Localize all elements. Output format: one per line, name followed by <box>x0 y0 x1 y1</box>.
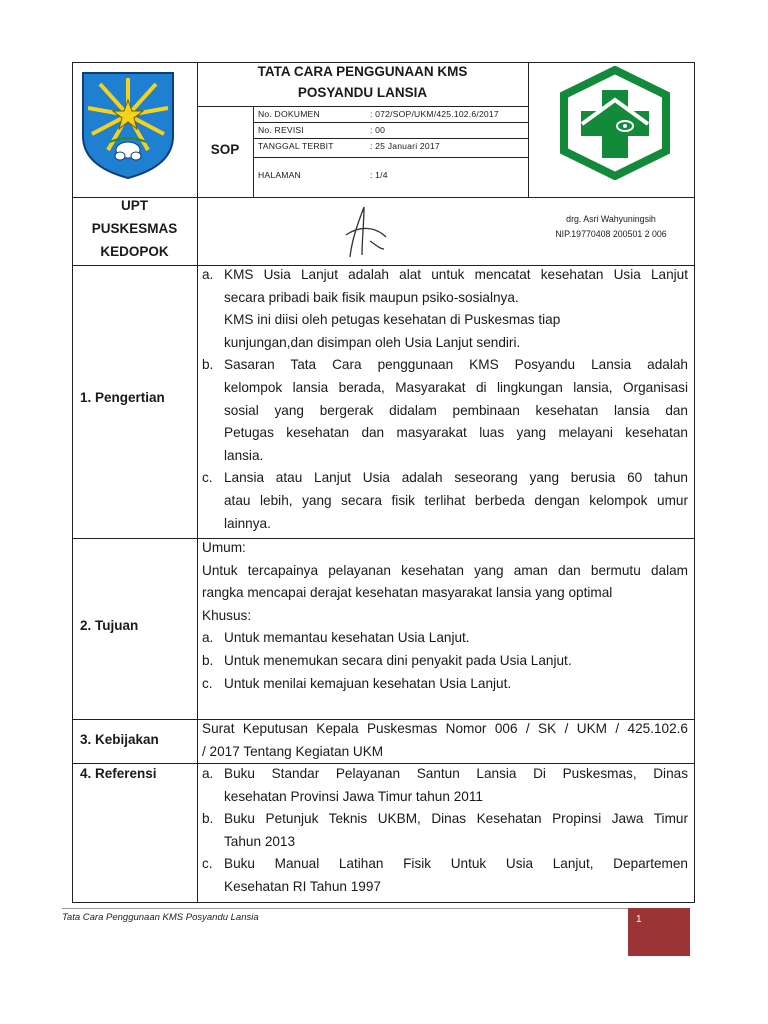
revision-label: No. REVISI <box>258 125 304 135</box>
footer-title: Tata Cara Penggunaan KMS Posyandu Lansia <box>62 912 259 923</box>
list-item: b. Untuk menemukan secara dini penyakit pada Usia Lanjut. <box>202 652 572 668</box>
revision-value: : 00 <box>370 125 386 135</box>
page-label: HALAMAN <box>258 170 301 180</box>
referensi-content <box>202 763 688 899</box>
unit-name-line2: PUSKESMAS <box>91 221 178 236</box>
khusus-label: Khusus: <box>202 607 252 623</box>
pengertian-content <box>202 264 688 535</box>
regency-emblem-logo <box>80 70 176 180</box>
issue-date-label: TANGGAL TERBIT <box>258 141 334 151</box>
unit-name-line1: UPT <box>121 198 148 213</box>
list-item: a. KMS Usia Lanjut adalah alat untuk mencatat kesehatan Usia Lanjut secara pribadi baik fisik maupun psiko-sosialnya. KMS ini diisi oleh petugas kesehatan di Puskesmas tiap kunjungan,dan disimpan oleh Usia Lanjut sendiri. <box>202 267 688 350</box>
puskesmas-logo <box>556 66 674 180</box>
list-item: c. Buku Manual Latihan Fisik Untuk Usia Lanjut, Departemen Kesehatan RI Tahun 1997 <box>202 856 688 894</box>
list-item: c. Untuk menilai kemajuan kesehatan Usia Lanjut. <box>202 675 512 691</box>
page-number: 1 <box>636 914 642 925</box>
tujuan-content: Umum: Untuk tercapainya pelayanan kesehatan yang aman dan bermutu dalam rangka mencapai derajat kesehatan masyarakat lansia yang optimal Khusus: a. Untuk memantau kesehatan Usia Lanjut. b. Untuk menemukan secara dini penyakit pada Usia Lanjut. c. Untuk menilai kemajuan kesehatan Usia Lanjut. <box>202 537 688 695</box>
issue-date-value: : 25 Januari 2017 <box>370 141 440 151</box>
list-item: b. Sasaran Tata Cara penggunaan KMS Posyandu Lansia adalah kelompok lansia berada, Masyarakat di lingkungan lansia, Organisasi sosial yang bergerak didalam pembinaan kesehatan lansia dan Petugas kesehatan dan masyarakat luas yang melayani kesehatan lansia. <box>202 357 688 463</box>
kebijakan-content: Surat Keputusan Kepala Puskesmas Nomor 006 / SK / UKM / 425.102.6 / 2017 Tentang Kegiatan UKM <box>202 721 688 759</box>
page-number-badge <box>628 908 690 956</box>
footer-divider <box>62 908 690 909</box>
section-tujuan-heading: 2. Tujuan <box>80 618 139 633</box>
section-pengertian-heading: 1. Pengertian <box>80 390 165 405</box>
list-item: a. Buku Standar Pelayanan Santun Lansia Di Puskesmas, Dinas kesehatan Provinsi Jawa Timur tahun 2011 <box>202 766 688 804</box>
signature <box>340 205 390 261</box>
document-title-line2: POSYANDU LANSIA <box>297 85 428 100</box>
doc-number-value: : 072/SOP/UKM/425.102.6/2017 <box>370 109 499 119</box>
sop-label: SOP <box>210 142 240 157</box>
umum-label: Umum: <box>202 540 246 555</box>
section-kebijakan-heading: 3. Kebijakan <box>80 732 159 747</box>
unit-name-line3: KEDOPOK <box>100 244 169 259</box>
list-item: c. Lansia atau Lanjut Usia adalah seseorang yang berusia 60 tahun atau lebih, yang secara fisik terlihat berbeda dengan kelompok umur lainnya. <box>202 470 688 531</box>
page-value: : 1/4 <box>370 170 388 180</box>
signer-name: drg. Asri Wahyuningsih <box>566 214 656 224</box>
doc-number-label: No. DOKUMEN <box>258 109 320 119</box>
document-title: TATA CARA PENGGUNAAN KMS <box>257 64 468 79</box>
section-referensi-heading: 4. Referensi <box>80 766 157 781</box>
signer-nip: NIP.19770408 200501 2 006 <box>555 229 667 239</box>
list-item: b. Buku Petunjuk Teknis UKBM, Dinas Kesehatan Propinsi Jawa Timur Tahun 2013 <box>202 811 688 849</box>
list-item: a. Untuk memantau kesehatan Usia Lanjut. <box>202 630 470 646</box>
